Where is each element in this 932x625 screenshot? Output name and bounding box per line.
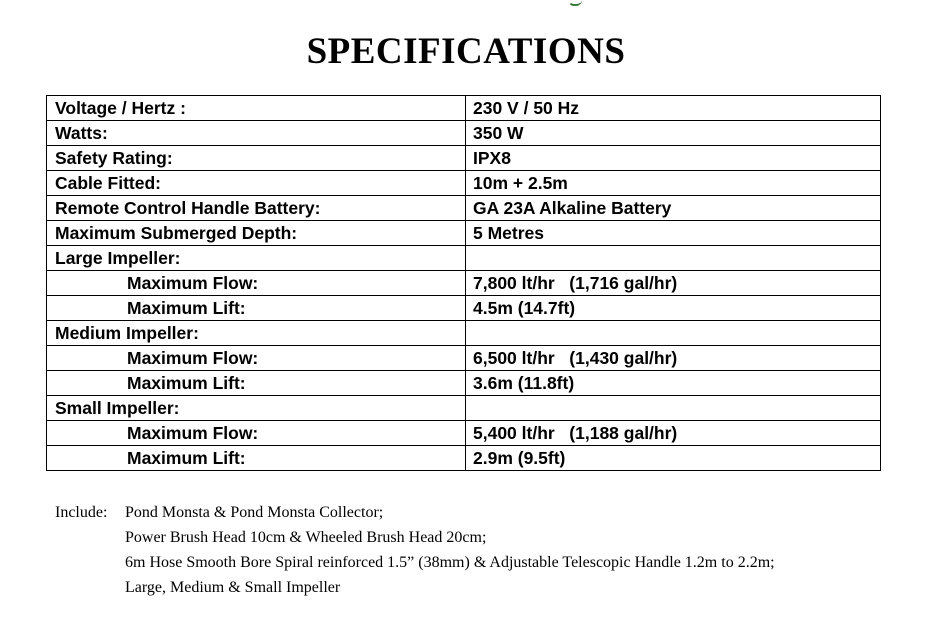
spec-row	[47, 446, 881, 471]
spec-value: IPX8	[466, 146, 881, 171]
spec-row	[47, 396, 881, 421]
spec-label: Small Impeller:	[47, 396, 466, 421]
spec-label: Cable Fitted:	[47, 171, 466, 196]
spec-row	[47, 196, 881, 221]
spec-row	[47, 371, 881, 396]
spec-value: 5,400 lt/hr (1,188 gal/hr)	[466, 421, 881, 446]
spec-row	[47, 221, 881, 246]
spec-label: Maximum Submerged Depth:	[47, 221, 466, 246]
include-row-1	[55, 525, 775, 550]
include-item: Power Brush Head 10cm & Wheeled Brush Head 20cm;	[125, 529, 487, 546]
spec-value	[466, 396, 881, 421]
include-item: 6m Hose Smooth Bore Spiral reinforced 1.5” (38mm) & Adjustable Telescopic Handle 1.2m to 2.2m;	[125, 554, 775, 571]
spec-label: Maximum Flow:	[47, 271, 466, 296]
spec-value: 6,500 lt/hr (1,430 gal/hr)	[466, 346, 881, 371]
include-row-2	[55, 550, 775, 575]
specifications-table	[46, 95, 881, 471]
spec-value: 5 Metres	[466, 221, 881, 246]
include-row-3	[55, 575, 775, 600]
spec-value	[466, 246, 881, 271]
spec-value: 4.5m (14.7ft)	[466, 296, 881, 321]
spec-row	[47, 346, 881, 371]
include-row-0	[55, 500, 775, 525]
include-label: Include:	[55, 504, 108, 521]
spec-value: GA 23A Alkaline Battery	[466, 196, 881, 221]
include-item: Large, Medium & Small Impeller	[125, 579, 341, 596]
spec-label: Safety Rating:	[47, 146, 466, 171]
spec-label: Voltage / Hertz :	[47, 96, 466, 121]
specifications-table-body	[47, 96, 881, 471]
spec-label: Maximum Lift:	[47, 296, 466, 321]
spec-row	[47, 171, 881, 196]
spec-label: Maximum Lift:	[47, 446, 466, 471]
spec-value: 10m + 2.5m	[466, 171, 881, 196]
include-item: Pond Monsta & Pond Monsta Collector;	[125, 504, 384, 521]
spec-value: 230 V / 50 Hz	[466, 96, 881, 121]
spec-row	[47, 96, 881, 121]
spec-value: 2.9m (9.5ft)	[466, 446, 881, 471]
include-indent	[55, 525, 125, 550]
include-indent	[55, 575, 125, 600]
spec-row	[47, 296, 881, 321]
spec-label: Maximum Flow:	[47, 421, 466, 446]
spec-row	[47, 246, 881, 271]
spec-row	[47, 271, 881, 296]
spec-label: Watts:	[47, 121, 466, 146]
spec-value: 350 W	[466, 121, 881, 146]
spec-label: Remote Control Handle Battery:	[47, 196, 466, 221]
spec-value: 7,800 lt/hr (1,716 gal/hr)	[466, 271, 881, 296]
spec-label: Maximum Lift:	[47, 371, 466, 396]
spec-row	[47, 121, 881, 146]
page-title: SPECIFICATIONS	[306, 31, 626, 72]
spec-value: 3.6m (11.8ft)	[466, 371, 881, 396]
include-section	[55, 500, 775, 600]
spec-value	[466, 321, 881, 346]
spec-row	[47, 321, 881, 346]
spec-row	[47, 146, 881, 171]
spec-label: Maximum Flow:	[47, 346, 466, 371]
spec-label: Large Impeller:	[47, 246, 466, 271]
spec-label: Medium Impeller:	[47, 321, 466, 346]
include-indent	[55, 550, 125, 575]
logo-fragment	[568, 0, 582, 6]
spec-row	[47, 421, 881, 446]
